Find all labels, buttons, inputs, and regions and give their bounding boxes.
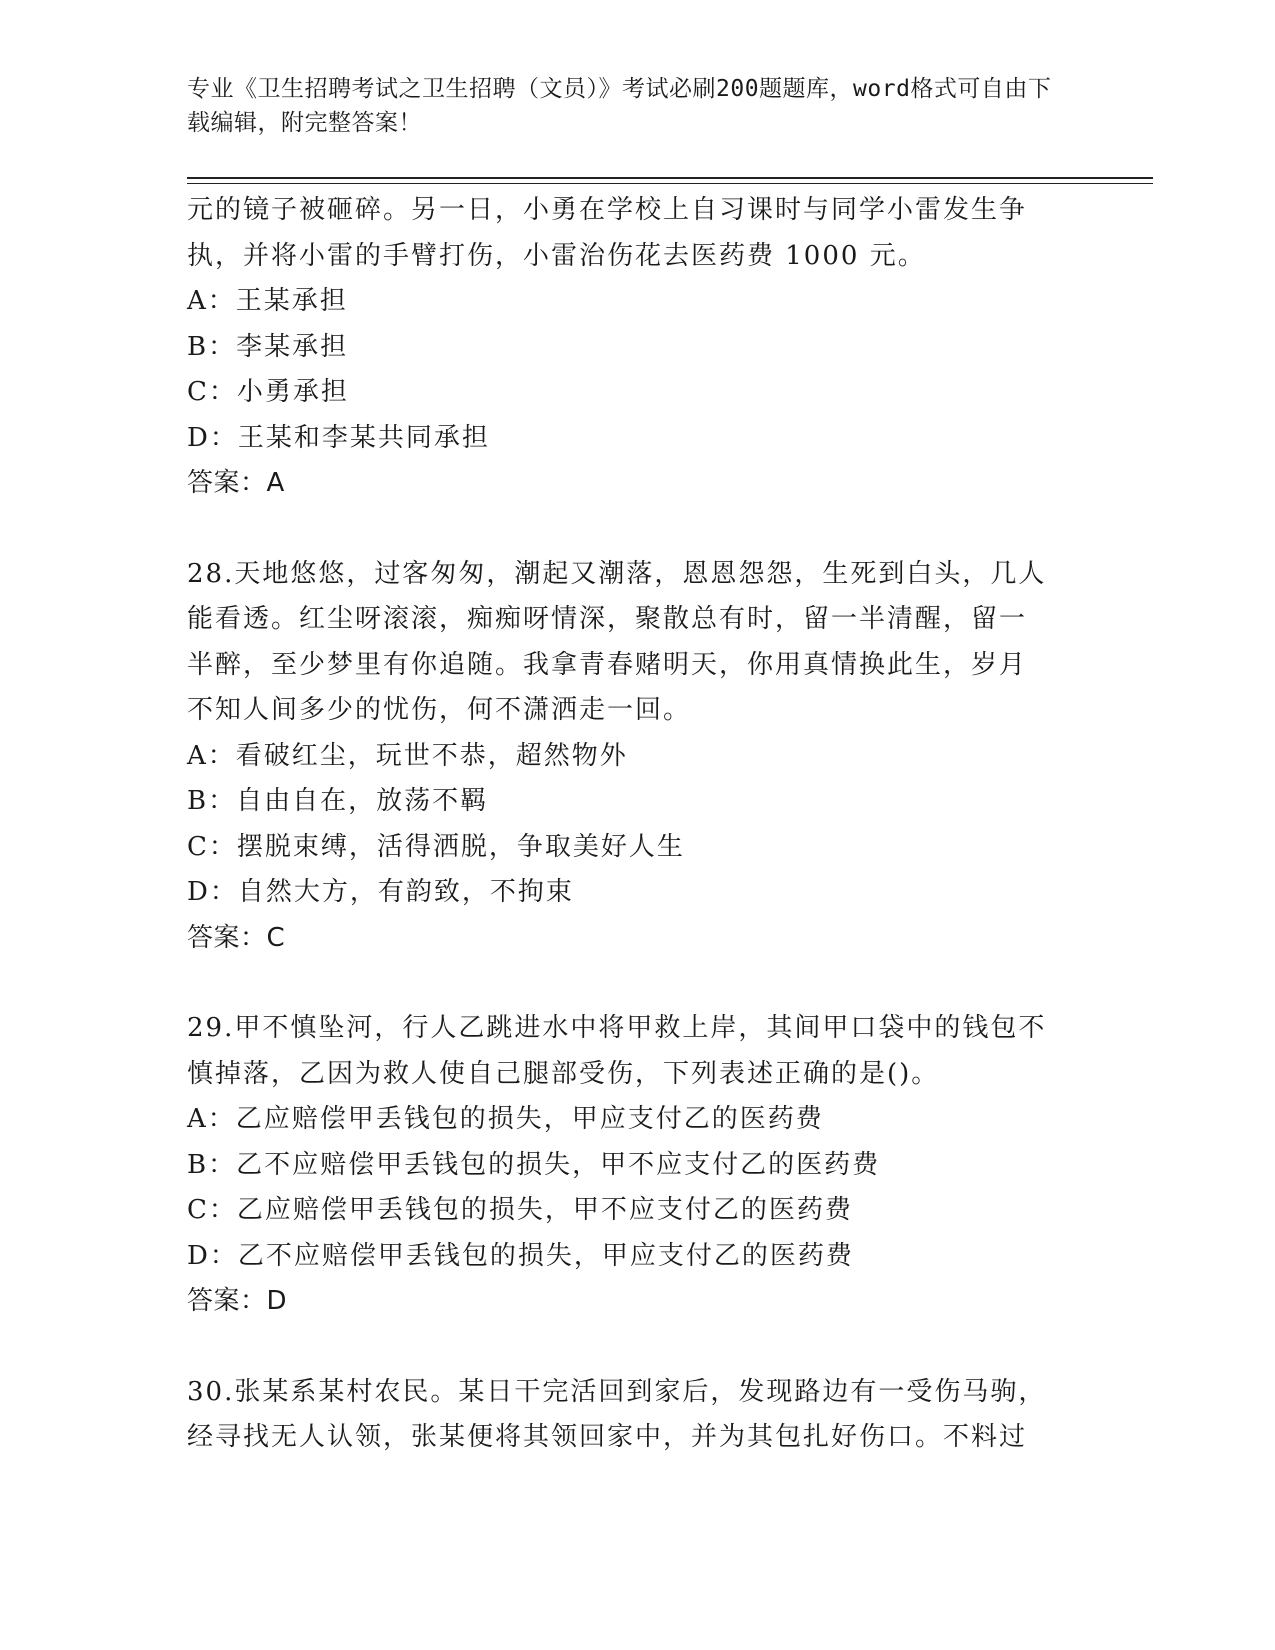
option-a: A：乙应赔偿甲丢钱包的损失，甲应支付乙的医药费 (187, 1104, 824, 1134)
question-30 (187, 1370, 1087, 1461)
question-text-line: 经寻找无人认领，张某便将其领回家中，并为其包扎好伤口。不料过 (187, 1422, 1028, 1452)
option-a: A：看破红尘，玩世不恭，超然物外 (187, 740, 628, 771)
spacer (187, 1325, 1087, 1370)
question-text-line: 30.张某系某村农民。某日干完活回到家后，发现路边有一受伤马驹， (187, 1376, 1047, 1407)
question-text-line: 慎掉落，乙因为救人使自己腿部受伤，下列表述正确的是()。 (187, 1058, 940, 1089)
question-text-line: 元的镜子被砸碎。另一日，小勇在学校上自习课时与同学小雷发生争 (187, 195, 1028, 225)
question-29 (187, 1006, 1087, 1325)
header-text: 专业《卫生招聘考试之卫生招聘（文员）》考试必刷200题题库，word格式可自由下载编辑，附完整答案！ (187, 76, 1052, 136)
option-d: D：乙不应赔偿甲丢钱包的损失，甲应支付乙的医药费 (187, 1240, 854, 1271)
option-c: C：摆脱束缚，活得洒脱，争取美好人生 (187, 831, 685, 862)
question-text-line: 29.甲不慎坠河，行人乙跳进水中将甲救上岸，其间甲口袋中的钱包不 (187, 1013, 1047, 1043)
header-rule-thin (187, 183, 1153, 184)
option-b: B：自由自在，放荡不羁 (187, 786, 489, 816)
option-b: B：李某承担 (187, 331, 349, 362)
answer-text: 答案：A (187, 468, 285, 498)
answer-text: 答案：D (187, 1286, 288, 1316)
option-a: A：王某承担 (187, 286, 348, 316)
option-d: D：自然大方，有韵致，不拘束 (187, 877, 574, 907)
question-text-line: 28.天地悠悠，过客匆匆，潮起又潮落，恩恩怨怨，生死到白头，几人 (187, 558, 1047, 589)
question-27-continuation (187, 188, 1087, 507)
option-b: B：乙不应赔偿甲丢钱包的损失，甲不应支付乙的医药费 (187, 1149, 881, 1180)
question-text-line: 不知人间多少的忧伤，何不潇洒走一回。 (187, 695, 692, 725)
document-body (187, 188, 1087, 1461)
page-header (187, 72, 1067, 140)
header-rule-thick (187, 177, 1153, 179)
question-text-line: 能看透。红尘呀滚滚，痴痴呀情深，聚散总有时，留一半清醒，留一 (187, 604, 1028, 634)
spacer (187, 507, 1087, 552)
question-28 (187, 552, 1087, 962)
answer-text: 答案：C (187, 922, 286, 953)
question-text-line: 执，并将小雷的手臂打伤，小雷治伤花去医药费 1000 元。 (187, 240, 926, 271)
option-c: C：乙应赔偿甲丢钱包的损失，甲不应支付乙的医药费 (187, 1195, 853, 1225)
question-text-line: 半醉，至少梦里有你追随。我拿青春赌明天，你用真情换此生，岁月 (187, 649, 1028, 680)
option-c: C：小勇承担 (187, 377, 349, 407)
spacer (187, 961, 1087, 1006)
option-d: D：王某和李某共同承担 (187, 422, 490, 453)
